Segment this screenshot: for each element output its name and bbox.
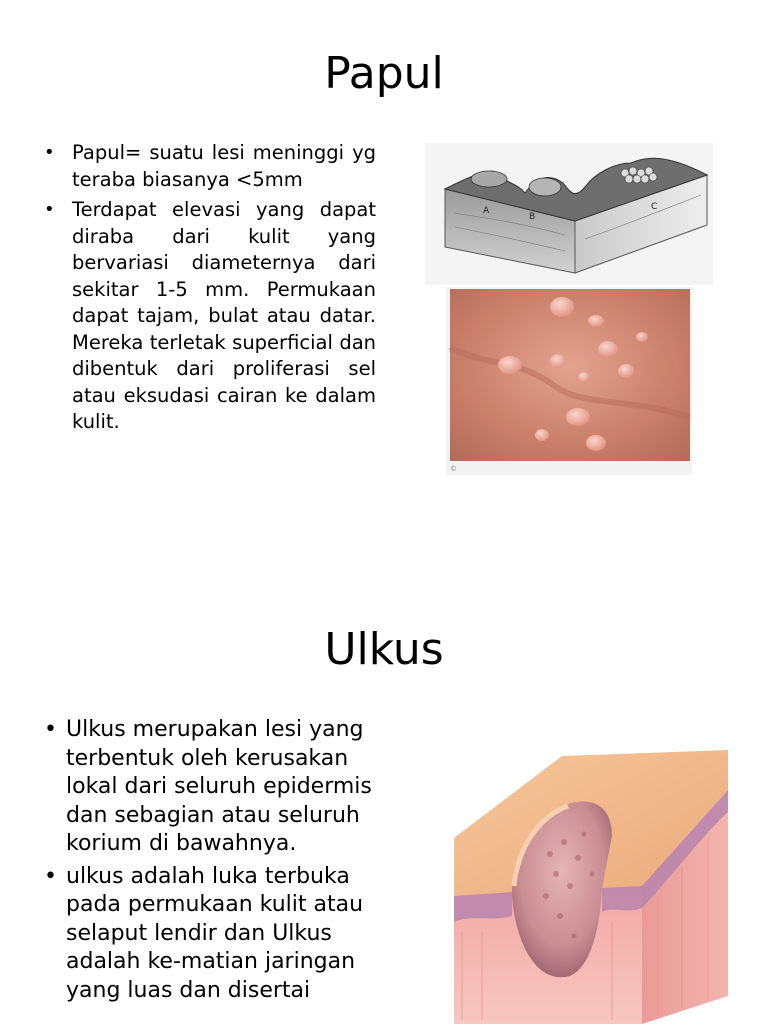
bullet-item: • Ulkus merupakan lesi yang terbentuk oleh kerusakan lokal dari seluruh epidermis dan sebagian atau seluruh korium di bawahnya. (44, 716, 389, 859)
diagram-label-b: B (529, 212, 536, 222)
diagram-label-a: A (483, 206, 490, 216)
slide-title: Ulkus (324, 624, 444, 675)
bullet-item: • ulkus adalah luka terbuka pada permukaan kulit atau selaput lendir dan Ulkus adalah ke-matian jaringan yang luas dan disertai (44, 863, 389, 1006)
diagram-label-c: C (651, 202, 658, 212)
papule-skin-photo (446, 287, 692, 475)
slide-title: Papul (324, 48, 444, 99)
bullet-list (44, 716, 389, 1009)
ulcer-cross-section-illustration (452, 746, 732, 1024)
bullet-item: • Terdapat elevasi yang dapat diraba dari kulit yang bervariasi diameternya dari sekitar 1-5 mm. Permukaan dapat tajam, bulat atau datar. Mereka terletak superficial dan dibentuk dari proliferasi sel atau eksudasi cairan ke dalam kulit. (44, 197, 376, 436)
papule-cross-section-diagram (425, 143, 713, 285)
bullet-item: • Papul= suatu lesi meninggi yg teraba biasanya <5mm (44, 140, 376, 193)
slide-ulkus (0, 576, 768, 1024)
svg-text:©: © (450, 465, 457, 473)
bullet-list (44, 140, 376, 440)
